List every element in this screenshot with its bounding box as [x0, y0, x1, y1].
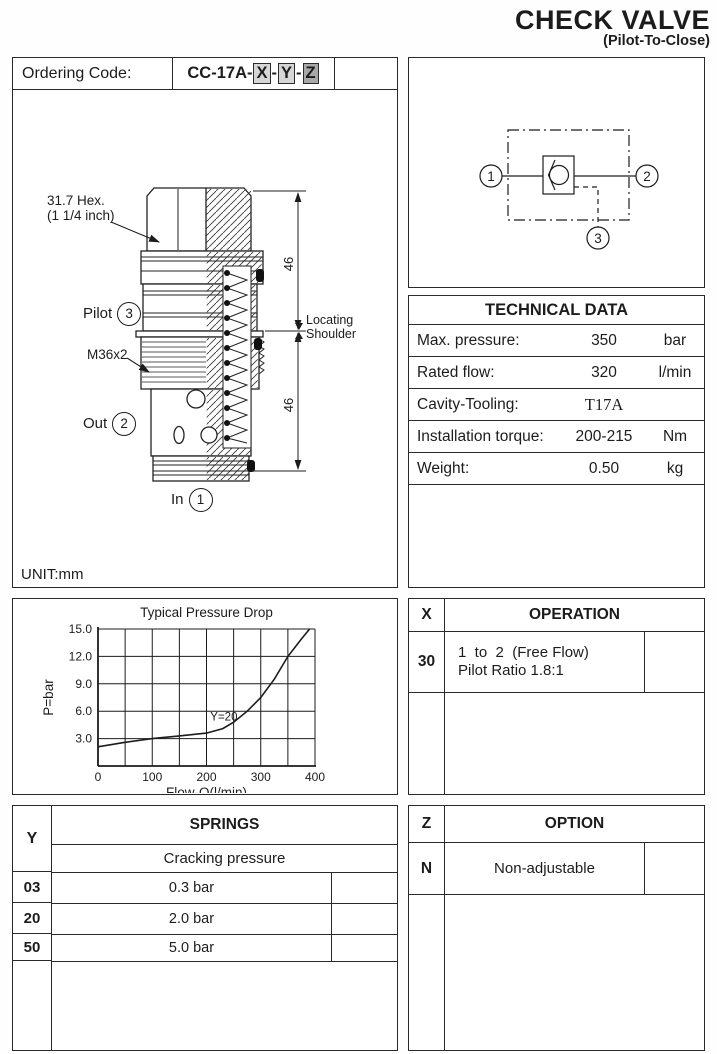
x-axis-label: Flow-Q(l/min) — [166, 785, 247, 793]
springs-title: SPRINGS — [52, 806, 397, 845]
option-row-code: N — [409, 843, 445, 894]
tech-unit: l/min — [658, 363, 692, 381]
tech-unit: Nm — [662, 427, 688, 445]
port-1-circle: 1 — [189, 488, 213, 512]
out-text: Out — [83, 414, 108, 432]
springs-code-column — [13, 806, 52, 1050]
table-row — [409, 389, 704, 421]
curve-label: Y=20 — [210, 711, 238, 724]
hydraulic-symbol-schematic — [409, 58, 703, 286]
option-row-value: Non-adjustable — [494, 860, 595, 877]
hex-size-label — [47, 194, 115, 224]
springs-row-spare-cell — [331, 904, 397, 934]
table-row — [409, 843, 704, 895]
option-header-row — [409, 806, 704, 843]
shoulder-label-line1: Locating — [306, 313, 354, 327]
operation-row-content — [445, 632, 644, 692]
tech-label: Max. pressure: — [417, 331, 520, 349]
in-port-label — [171, 488, 213, 512]
operation-line1: 1 to 2 (Free Flow) — [458, 644, 589, 661]
springs-row-code: 20 — [13, 903, 51, 934]
port-2-circle: 2 — [112, 412, 136, 436]
port-3-circle: 3 — [117, 302, 141, 326]
shoulder-arrow-up — [295, 332, 303, 339]
x-tick-label: 400 — [304, 770, 326, 784]
option-empty-area — [409, 895, 704, 1050]
springs-row-code: 03 — [13, 872, 51, 903]
operation-empty-content — [445, 693, 704, 794]
springs-row-value: 5.0 bar — [168, 940, 215, 956]
hex-size-line2: (1 1/4 inch) — [47, 207, 115, 223]
code-prefix: CC-17A- — [187, 64, 253, 82]
springs-table-panel — [12, 805, 398, 1051]
springs-main-column — [52, 806, 397, 1050]
operation-row-spare-cell — [644, 632, 704, 692]
table-row — [52, 904, 397, 935]
table-row — [52, 873, 397, 904]
x-tick-label: 100 — [142, 770, 163, 784]
tech-value: T17A — [584, 394, 624, 414]
code-sep2: - — [296, 64, 302, 82]
tech-label: Installation torque: — [417, 427, 544, 445]
springs-code-header: Y — [13, 806, 51, 872]
shoulder-arrow-down — [295, 323, 303, 330]
table-row — [409, 325, 704, 357]
operation-code-header: X — [409, 599, 445, 631]
y-tick-label: 15.0 — [68, 622, 92, 636]
y-tick-label: 6.0 — [75, 704, 92, 719]
title-block — [515, 6, 710, 50]
table-row — [409, 421, 704, 453]
tech-value: 350 — [591, 331, 617, 349]
out-port-label — [83, 412, 136, 436]
x-tick-label: 0 — [94, 770, 102, 784]
y-axis-label: P=bar — [41, 679, 56, 716]
page-subtitle: (Pilot-To-Close) — [603, 33, 710, 50]
springs-row-value: 2.0 bar — [168, 911, 215, 927]
code-x-box: X — [253, 63, 270, 84]
springs-row-spare-cell — [331, 935, 397, 961]
pressure-drop-chart — [13, 599, 396, 793]
operation-row-code: 30 — [409, 632, 445, 692]
shoulder-label-line2: Shoulder — [306, 327, 357, 341]
code-z-box: Z — [303, 63, 319, 84]
springs-row-code: 50 — [13, 934, 51, 961]
page-title: CHECK VALVE — [514, 5, 710, 35]
in-text: In — [171, 490, 184, 508]
schematic-port-1: 1 — [487, 169, 495, 184]
pressure-drop-curve — [98, 629, 310, 747]
operation-title: OPERATION — [529, 606, 620, 623]
unit-label: UNIT:mm — [21, 566, 84, 583]
technical-data-panel — [408, 295, 705, 588]
pilot-text: Pilot — [83, 304, 113, 322]
chart-title: Typical Pressure Drop — [140, 605, 273, 620]
springs-row-value: 0.3 bar — [168, 880, 215, 896]
option-title: OPTION — [544, 815, 605, 832]
option-row-spare-cell — [644, 843, 704, 894]
springs-code-filler — [13, 961, 51, 1050]
pilot-port-label — [83, 302, 141, 326]
operation-line2: Pilot Ratio 1.8:1 — [458, 662, 564, 679]
tech-unit: bar — [663, 331, 687, 349]
code-sep1: - — [271, 64, 277, 82]
tech-label: Cavity-Tooling: — [417, 395, 519, 413]
schematic-port-3: 3 — [594, 231, 602, 246]
schematic-panel — [408, 57, 705, 288]
y-tick-label: 12.0 — [68, 649, 92, 664]
hex-size-line1: 31.7 Hex. — [47, 193, 105, 208]
ordering-drawing-panel — [12, 57, 398, 588]
table-row — [409, 632, 704, 693]
option-code-header: Z — [409, 806, 445, 842]
operation-table-panel — [408, 598, 705, 795]
tech-value: 200-215 — [575, 427, 633, 445]
table-row — [409, 357, 704, 389]
table-row — [409, 453, 704, 485]
option-table-panel — [408, 805, 705, 1051]
springs-row-spare-cell — [331, 873, 397, 903]
tech-label: Weight: — [417, 459, 470, 477]
x-tick-label: 200 — [196, 770, 217, 784]
operation-header-row — [409, 599, 704, 632]
y-tick-label: 3.0 — [75, 731, 92, 746]
springs-empty-area — [52, 962, 397, 1050]
schematic-port-2: 2 — [643, 169, 651, 184]
operation-empty-code-col — [409, 693, 445, 794]
tech-label: Rated flow: — [417, 363, 495, 381]
option-empty-code-col — [409, 895, 445, 1050]
dim-46-bottom: 46 — [281, 397, 296, 413]
springs-subtitle: Cracking pressure — [52, 845, 397, 873]
ordering-code-label: Ordering Code: — [13, 58, 173, 89]
thread-size-label: M36x2 — [87, 347, 128, 362]
x-tick-label: 300 — [250, 770, 271, 784]
dim-46-top: 46 — [281, 256, 296, 272]
operation-empty-area — [409, 693, 704, 794]
code-y-box: Y — [278, 63, 295, 84]
tech-value: 320 — [591, 363, 617, 381]
technical-data-title: TECHNICAL DATA — [409, 296, 704, 325]
tech-unit: kg — [666, 459, 684, 477]
y-tick-label: 9.0 — [75, 676, 92, 691]
table-row — [52, 935, 397, 962]
pressure-drop-chart-panel — [12, 598, 398, 795]
option-empty-content — [445, 895, 704, 1050]
tech-value: 0.50 — [588, 459, 620, 477]
